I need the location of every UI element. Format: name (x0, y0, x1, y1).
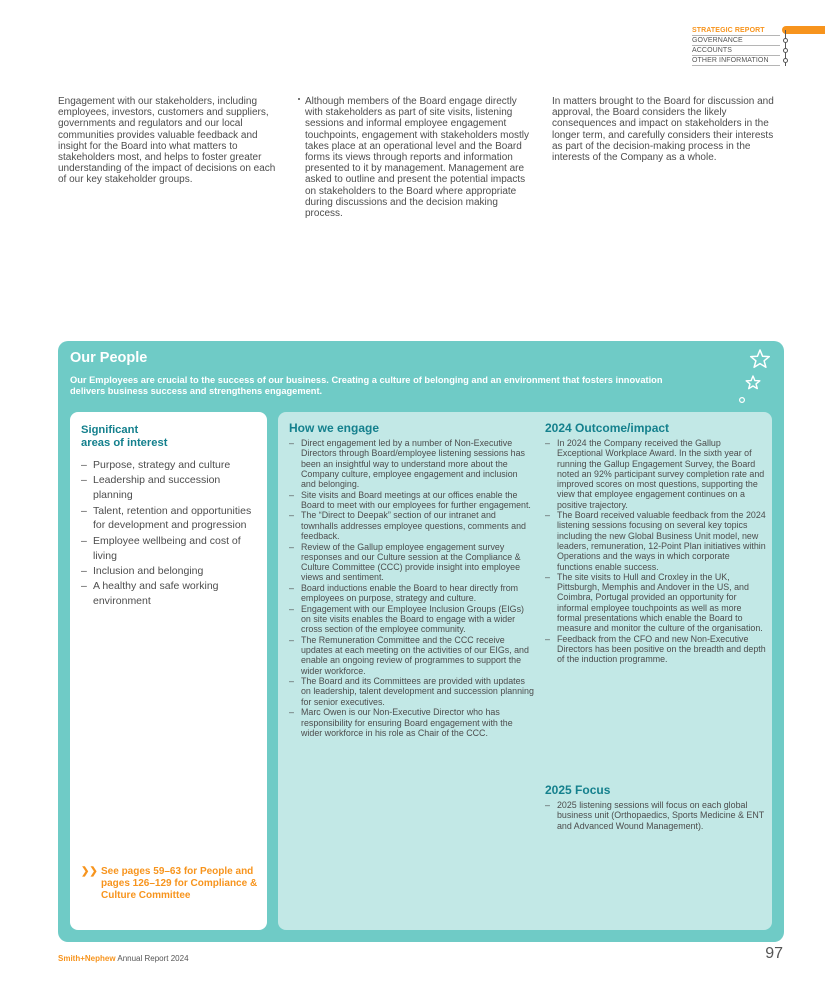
list-item: – The Remuneration Committee and the CCC receive updates at each meeting on the activities of our EIGs, and enable an ongoing review of programmes to support the wider workforce. (289, 635, 534, 676)
focus-2025-list (545, 800, 767, 831)
list-item: – Site visits and Board meetings at our offices enable the Board to meet with our employees for further engagement. (289, 490, 534, 511)
page-number: 97 (765, 945, 783, 962)
significant-title-line-2: areas of interest (81, 437, 168, 449)
nav-other-information[interactable]: OTHER INFORMATION (692, 56, 780, 66)
intro-column-2: Although members of the Board engage directly with stakeholders as part of site visits, listening sessions and informal employee engagement touchpoints, engagement with stakeholders mostly takes place at an operational level and the Board forms its views through reports and information presented to it by management. Management are asked to outline and present the potential impacts on stakeholders to the Board where appropriate during discussions and the decision making process. (305, 96, 530, 220)
footer (58, 954, 189, 963)
list-item: – In 2024 the Company received the Gallup Exceptional Workplace Award. In the sixth year of running the Gallup Engagement Survey, the Board noted an 92% participant survey completion rate and improved scores on most questions, supporting the view that employee engagement continues on a positive trajectory. (545, 438, 767, 510)
list-item: – Employee wellbeing and cost of living (81, 534, 261, 564)
panel-title: Our People (70, 350, 148, 366)
nav-strategic-report[interactable]: STRATEGIC REPORT (692, 26, 780, 36)
brand-name: Smith+Nephew (58, 954, 116, 963)
significant-areas-list (81, 458, 261, 610)
list-item: – Talent, retention and opportunities for development and progression (81, 504, 261, 534)
report-name: Annual Report 2024 (115, 954, 189, 963)
intro-column-3: In matters brought to the Board for discussion and approval, the Board considers the likely consequences and impact on stakeholders in the longer term, and carefully considers their interests as part of the decision-making process in the interests of the Company as a whole. (552, 96, 774, 164)
nav-accounts[interactable]: ACCOUNTS (692, 46, 780, 56)
section-nav (692, 26, 780, 66)
list-item: – The Board received valuable feedback from the 2024 listening sessions focusing on several key topics including the new Global Business Unit model, new leaders, remuneration, 12-Point Plan initiatives within Operations and the ways in which corporate functions enable success. (545, 510, 767, 572)
list-item: – Engagement with our Employee Inclusion Groups (EIGs) on site visits enables the Board to engage with a wider cross section of the employee community. (289, 604, 534, 635)
nav-governance[interactable]: GOVERNANCE (692, 36, 780, 46)
list-item: – Inclusion and belonging (81, 564, 261, 579)
intro-column-1: Engagement with our stakeholders, including employees, investors, customers and suppliers, governments and regulators and our local communities provides valuable feedback and insight for the Board into what matters to stakeholders most, and helps to foster greater understanding of the impact of decisions on each of our key stakeholder groups. (58, 96, 276, 186)
list-item: – Marc Owen is our Non-Executive Director who has responsibility for ensuring Board engagement with the wider workforce in his role as Chair of the CCC. (289, 707, 534, 738)
list-item: – Review of the Gallup employee engagement survey responses and our Culture session at the Compliance & Culture Committee (CCC) provide insight into employee views and sentiment. (289, 542, 534, 583)
outcome-impact-title: 2024 Outcome/impact (545, 421, 670, 435)
list-item: – Leadership and succession planning (81, 473, 261, 503)
see-pages-text: See pages 59–63 for People and pages 126–129 for Compliance & Culture Committee (101, 866, 258, 902)
nav-dot (783, 58, 788, 63)
nav-dot (783, 38, 788, 43)
nav-active-marker (782, 26, 825, 34)
nav-dot (783, 48, 788, 53)
double-chevron-right-icon: ❯❯ (81, 866, 98, 877)
list-item: – Board inductions enable the Board to hear directly from employees on purpose, strategy and culture. (289, 583, 534, 604)
significant-areas-title (81, 424, 251, 450)
outcome-impact-list (545, 438, 767, 665)
how-we-engage-list (289, 438, 534, 738)
stars-icon (738, 346, 776, 406)
list-item: – The “Direct to Deepak” section of our intranet and townhalls addresses employee questions, comments and feedback. (289, 510, 534, 541)
list-item: – Purpose, strategy and culture (81, 458, 261, 473)
list-item: – Direct engagement led by a number of Non-Executive Directors through Board/employee listening sessions has been an insightful way to understand more about the Company culture, employee engagement and inclusion and belonging. (289, 438, 534, 489)
how-we-engage-title: How we engage (289, 421, 380, 435)
column-marker (298, 98, 300, 100)
panel-subtitle: Our Employees are crucial to the success of our business. Creating a culture of belonging and an environment that fosters innovation delivers business success and strengthens engagement. (70, 375, 663, 396)
list-item: – A healthy and safe working environment (81, 579, 261, 609)
list-item: – The site visits to Hull and Croxley in the UK, Pittsburgh, Memphis and Andover in the US, and Coimbra, Portugal provided an opportunity for informal employee touchpoints as well as more formal presentations which enable the Board to measure and monitor the culture of the organisation. (545, 572, 767, 634)
see-pages-link[interactable] (81, 866, 261, 903)
list-item: – Feedback from the CFO and new Non-Executive Directors has been positive on the breadth and depth of the induction programme. (545, 634, 767, 665)
significant-title-line-1: Significant (81, 424, 139, 436)
focus-2025-title: 2025 Focus (545, 783, 611, 797)
list-item: – 2025 listening sessions will focus on each global business unit (Orthopaedics, Sports Medicine & ENT and Advanced Wound Management). (545, 800, 767, 831)
list-item: – The Board and its Committees are provided with updates on leadership, talent development and succession planning for senior executives. (289, 676, 534, 707)
